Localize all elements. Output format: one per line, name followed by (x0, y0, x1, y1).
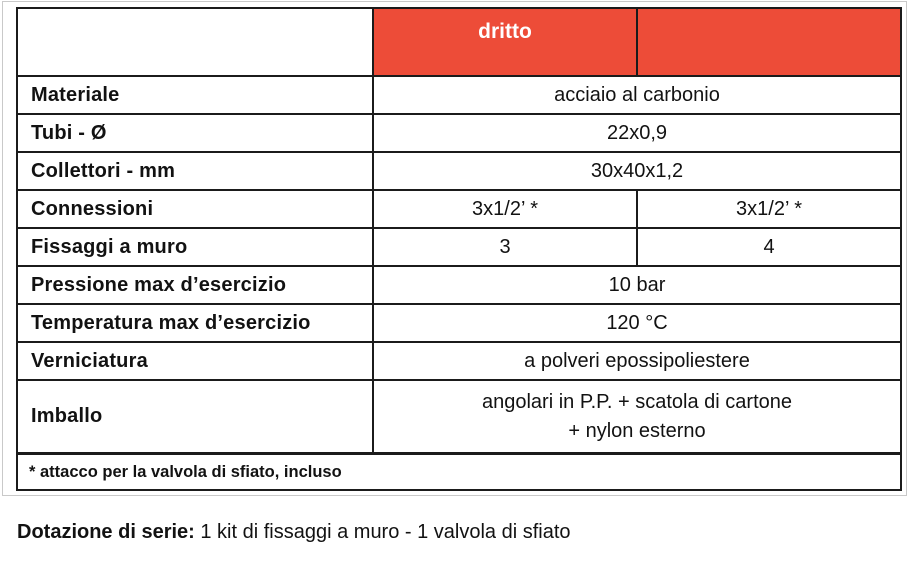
row-value-right: 3x1/2’ * (636, 191, 900, 227)
row-value-left: 3x1/2’ * (372, 191, 636, 227)
table-row (18, 227, 900, 265)
caption-text: 1 kit di fissaggi a muro - 1 valvola di sfiato (194, 521, 571, 543)
standard-equipment-note (17, 521, 571, 544)
header-blank-cell (18, 9, 372, 75)
header-cell-dritto (372, 9, 636, 75)
header-label-dritto: dritto (478, 20, 532, 43)
table-row (18, 75, 900, 113)
row-value-right: 4 (636, 229, 900, 265)
row-value: 22x0,9 (372, 115, 900, 151)
row-label: Fissaggi a muro (31, 235, 188, 258)
row-value-line1: angolari in P.P. + scatola di cartone (481, 390, 793, 413)
table-row (18, 265, 900, 303)
row-value: acciaio al carbonio (372, 77, 900, 113)
row-label: Temperatura max d’esercizio (31, 311, 311, 334)
footnote: * attacco per la valvola di sfiato, incluso (29, 462, 342, 481)
caption-lead: Dotazione di serie: (17, 521, 195, 543)
row-value: a polveri epossipoliestere (372, 343, 900, 379)
row-label: Pressione max d’esercizio (31, 273, 287, 296)
row-label: Connessioni (31, 197, 154, 220)
row-value (372, 381, 900, 452)
row-label: Materiale (31, 83, 120, 106)
row-value-left: 3 (372, 229, 636, 265)
row-value: 10 bar (372, 267, 900, 303)
row-label: Verniciatura (31, 349, 148, 372)
table-row (18, 189, 900, 227)
row-label: Tubi - Ø (31, 121, 107, 144)
row-value: 120 °C (372, 305, 900, 341)
header-cell-right-blank (636, 9, 900, 75)
table-header-row (18, 9, 900, 75)
row-value-line2: + nylon esterno (568, 419, 706, 442)
table-row (18, 379, 900, 452)
table-footnote-row (18, 452, 900, 489)
row-label: Imballo (31, 405, 103, 427)
table-row (18, 151, 900, 189)
row-label: Collettori - mm (31, 159, 176, 182)
table-row (18, 113, 900, 151)
table-row (18, 303, 900, 341)
table-row (18, 341, 900, 379)
specifications-table (16, 7, 902, 491)
row-value: 30x40x1,2 (372, 153, 900, 189)
